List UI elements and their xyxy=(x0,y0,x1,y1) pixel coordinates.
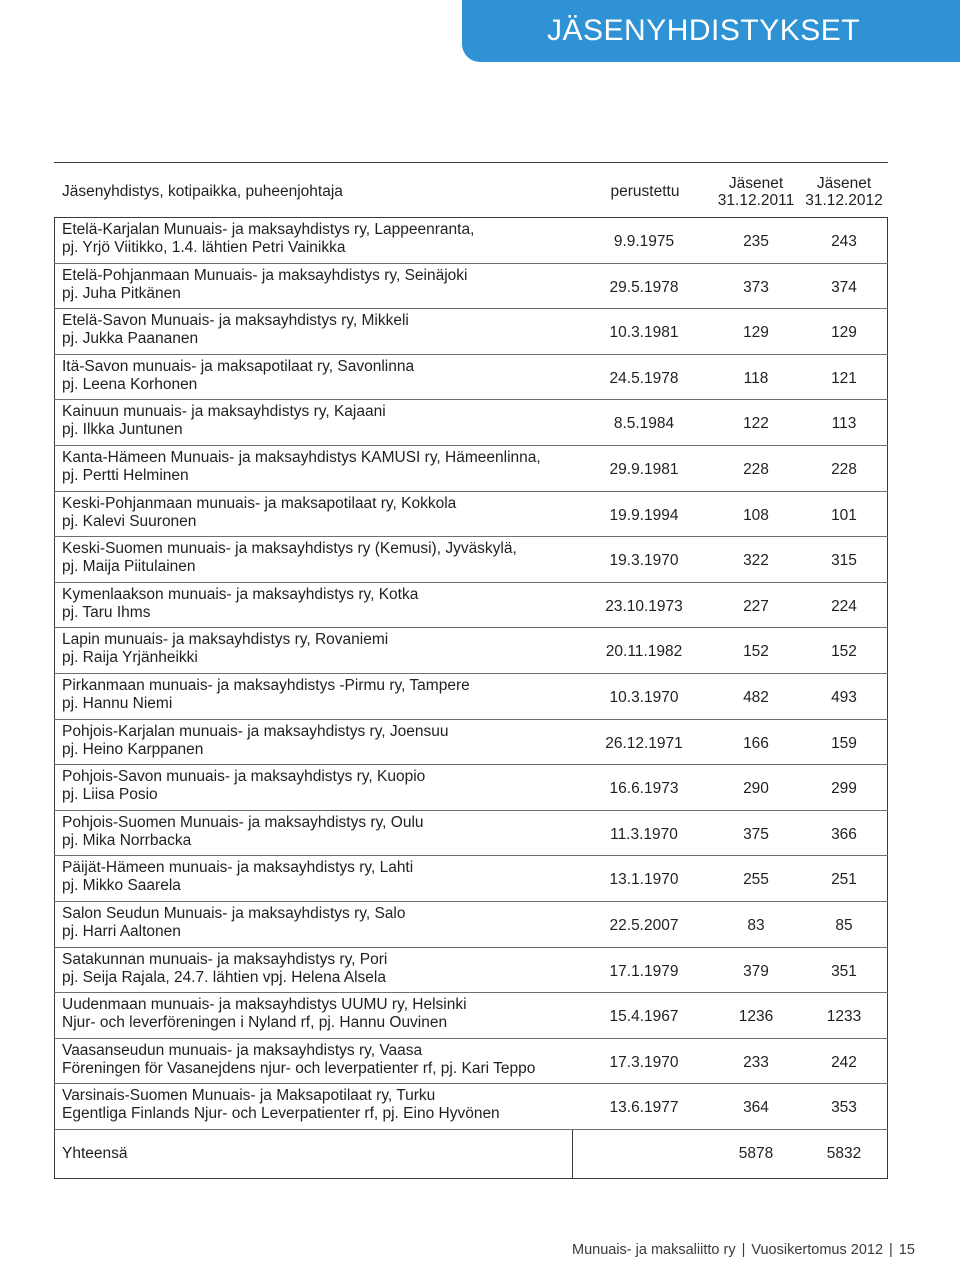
founded-date: 10.3.1981 xyxy=(609,324,679,342)
divider-left xyxy=(54,902,55,947)
association-cell xyxy=(62,905,572,941)
association-cell xyxy=(62,449,572,485)
members-2011: 83 xyxy=(747,916,765,934)
divider-left xyxy=(54,355,55,400)
founded-date: 11.3.1970 xyxy=(610,825,678,843)
total-row xyxy=(54,1130,888,1178)
divider-left xyxy=(54,674,55,719)
association-cell xyxy=(62,814,572,850)
members-2012: 1233 xyxy=(826,1008,862,1026)
table-row xyxy=(54,492,888,538)
divider-left xyxy=(54,583,55,628)
association-chair: pj. Heino Karppanen xyxy=(62,740,204,758)
association-name: Pohjois-Savon munuais- ja maksayhdistys ry, Kuopio xyxy=(62,768,426,786)
members-2012: 251 xyxy=(831,871,857,889)
association-chair: pj. Juha Pitkänen xyxy=(62,284,181,302)
table-row xyxy=(54,446,888,492)
association-name: Pirkanmaan munuais- ja maksayhdistys -Pirmu ry, Tampere xyxy=(62,676,470,694)
association-cell xyxy=(62,631,572,667)
association-cell xyxy=(62,267,572,303)
association-name: Keski-Pohjanmaan munuais- ja maksapotilaat ry, Kokkola xyxy=(62,494,457,512)
table-row xyxy=(54,948,888,994)
divider-left xyxy=(54,446,55,491)
table-row xyxy=(54,400,888,446)
table-row xyxy=(54,628,888,674)
divider-left xyxy=(54,264,55,309)
total-members-2011: 5878 xyxy=(738,1144,774,1162)
members-2011: 129 xyxy=(743,324,769,342)
members-2011: 482 xyxy=(743,688,769,706)
members-2011: 290 xyxy=(743,780,769,798)
association-name: Itä-Savon munuais- ja maksapotilaat ry, Savonlinna xyxy=(62,357,415,375)
association-name: Pohjois-Karjalan munuais- ja maksayhdistys ry, Joensuu xyxy=(62,722,449,740)
association-chair: pj. Mika Norrbacka xyxy=(62,831,192,849)
association-chair: Egentliga Finlands Njur- och Leverpatienter rf, pj. Eino Hyvönen xyxy=(62,1105,500,1123)
table-row xyxy=(54,583,888,629)
founded-date: 17.1.1979 xyxy=(609,962,679,980)
association-cell xyxy=(62,495,572,531)
table-row xyxy=(54,674,888,720)
members-2012: 113 xyxy=(831,415,857,433)
members-2012: 351 xyxy=(831,962,857,980)
association-cell xyxy=(62,312,572,348)
members-2011: 122 xyxy=(743,415,769,433)
association-name: Päijät-Hämeen munuais- ja maksayhdistys ry, Lahti xyxy=(62,859,414,877)
footer-separator: | xyxy=(889,1242,893,1258)
table-header xyxy=(54,163,888,218)
association-cell xyxy=(62,403,572,439)
divider-left xyxy=(54,1039,55,1084)
divider-left xyxy=(54,720,55,765)
association-chair: pj. Taru Ihms xyxy=(62,603,151,621)
founded-date: 19.9.1994 xyxy=(609,506,679,524)
header-members-2012-label: Jäsenet xyxy=(816,175,872,192)
page-footer xyxy=(572,1242,915,1258)
founded-date: 24.5.1978 xyxy=(609,369,679,387)
divider-left xyxy=(54,218,55,263)
divider-mid xyxy=(572,1130,573,1178)
founded-date: 9.9.1975 xyxy=(613,233,675,250)
header-members-2011-label: Jäsenet xyxy=(728,175,784,192)
table-row xyxy=(54,1039,888,1085)
members-2011: 166 xyxy=(743,734,769,752)
footer-publication: Munuais- ja maksaliitto ry xyxy=(572,1242,736,1258)
table-row xyxy=(54,856,888,902)
founded-date: 29.5.1978 xyxy=(609,278,679,296)
divider-left xyxy=(54,1130,55,1178)
association-chair: pj. Pertti Helminen xyxy=(62,466,189,484)
members-2012: 366 xyxy=(831,825,857,843)
association-cell xyxy=(62,358,572,394)
association-cell xyxy=(62,221,572,257)
divider-left xyxy=(54,537,55,582)
header-members-2012-date: 31.12.2012 xyxy=(805,192,883,209)
association-chair: pj. Leena Korhonen xyxy=(62,375,198,393)
members-2012: 228 xyxy=(831,460,857,478)
divider-left xyxy=(54,811,55,856)
members-2011: 152 xyxy=(743,643,769,661)
table-row xyxy=(54,264,888,310)
association-chair: pj. Jukka Paananen xyxy=(62,330,199,348)
divider-left xyxy=(54,492,55,537)
members-2012: 242 xyxy=(831,1053,857,1071)
association-name: Satakunnan munuais- ja maksayhdistys ry, Pori xyxy=(62,950,388,968)
table-row xyxy=(54,309,888,355)
members-2012: 101 xyxy=(831,506,857,524)
members-2011: 322 xyxy=(743,552,769,570)
table-row xyxy=(54,218,888,264)
total-label: Yhteensä xyxy=(62,1144,128,1162)
members-2012: 353 xyxy=(831,1099,857,1117)
founded-date: 17.3.1970 xyxy=(609,1053,679,1071)
founded-date: 13.6.1977 xyxy=(609,1099,679,1117)
association-chair: pj. Ilkka Juntunen xyxy=(62,421,183,439)
founded-date: 20.11.1982 xyxy=(605,643,683,661)
header-members-2011-date: 31.12.2011 xyxy=(717,192,795,209)
divider-left xyxy=(54,948,55,993)
members-2012: 129 xyxy=(831,324,857,342)
founded-date: 10.3.1970 xyxy=(609,688,679,706)
association-chair: pj. Seija Rajala, 24.7. lähtien vpj. Helena Alsela xyxy=(62,968,386,986)
members-2011: 233 xyxy=(743,1053,769,1071)
members-2011: 375 xyxy=(743,825,769,843)
table-row xyxy=(54,811,888,857)
divider-left xyxy=(54,765,55,810)
divider-left xyxy=(54,993,55,1038)
association-chair: Njur- och leverföreningen i Nyland rf, pj. Hannu Ouvinen xyxy=(62,1014,448,1032)
members-2011: 235 xyxy=(743,233,769,250)
table-row xyxy=(54,355,888,401)
members-2012: 152 xyxy=(831,643,857,661)
table-row xyxy=(54,720,888,766)
page-title: JÄSENYHDISTYKSET xyxy=(547,14,861,47)
association-name: Vaasanseudun munuais- ja maksayhdistys ry, Vaasa xyxy=(62,1041,423,1059)
members-2012: 374 xyxy=(831,278,857,296)
members-2012: 159 xyxy=(831,734,857,752)
header-name: Jäsenyhdistys, kotipaikka, puheenjohtaja xyxy=(62,183,343,200)
association-name: Varsinais-Suomen Munuais- ja Maksapotilaat ry, Turku xyxy=(62,1087,436,1105)
table-row xyxy=(54,902,888,948)
members-2012: 315 xyxy=(831,552,857,570)
table-row xyxy=(54,537,888,583)
table-row xyxy=(54,765,888,811)
divider-left xyxy=(54,1084,55,1129)
members-2011: 118 xyxy=(743,369,769,387)
footer-report: Vuosikertomus 2012 xyxy=(751,1242,884,1258)
association-name: Keski-Suomen munuais- ja maksayhdistys ry (Kemusi), Jyväskylä, xyxy=(62,540,517,558)
founded-date: 8.5.1984 xyxy=(613,415,675,433)
association-name: Kanta-Hämeen Munuais- ja maksayhdistys KAMUSI ry, Hämeenlinna, xyxy=(62,448,541,466)
founded-date: 26.12.1971 xyxy=(605,734,683,752)
members-2011: 364 xyxy=(743,1099,769,1117)
founded-date: 16.6.1973 xyxy=(609,780,679,798)
table-row xyxy=(54,993,888,1039)
members-2011: 379 xyxy=(743,962,769,980)
footer-separator: | xyxy=(741,1242,746,1258)
association-cell xyxy=(62,540,572,576)
association-cell xyxy=(62,951,572,987)
association-cell xyxy=(62,859,572,895)
members-2012: 224 xyxy=(831,597,857,615)
members-2012: 243 xyxy=(831,233,857,250)
association-name: Kymenlaakson munuais- ja maksayhdistys ry, Kotka xyxy=(62,585,419,603)
members-2012: 299 xyxy=(831,780,857,798)
association-chair: pj. Kalevi Suuronen xyxy=(62,512,197,530)
founded-date: 22.5.2007 xyxy=(609,916,679,934)
divider-left xyxy=(54,856,55,901)
founded-date: 15.4.1967 xyxy=(609,1008,679,1026)
association-cell xyxy=(62,1087,572,1123)
members-2011: 227 xyxy=(743,597,769,615)
association-name: Lapin munuais- ja maksayhdistys ry, Rovaniemi xyxy=(62,631,389,649)
association-cell xyxy=(62,677,572,713)
footer-page-number: 15 xyxy=(898,1242,915,1258)
members-2011: 373 xyxy=(743,278,769,296)
members-2012: 121 xyxy=(831,369,857,387)
founded-date: 23.10.1973 xyxy=(605,597,683,615)
association-chair: pj. Yrjö Viitikko, 1.4. lähtien Petri Vainikka xyxy=(62,239,346,256)
association-name: Etelä-Pohjanmaan Munuais- ja maksayhdistys ry, Seinäjoki xyxy=(62,266,468,284)
member-associations-table xyxy=(54,162,888,1179)
association-chair: Föreningen för Vasanejdens njur- och leverpatienter rf, pj. Kari Teppo xyxy=(62,1059,536,1077)
association-chair: pj. Liisa Posio xyxy=(62,786,158,804)
members-2011: 108 xyxy=(743,506,769,524)
members-2011: 1236 xyxy=(738,1008,774,1026)
members-2012: 85 xyxy=(835,916,853,934)
association-cell xyxy=(62,1042,572,1078)
association-name: Pohjois-Suomen Munuais- ja maksayhdistys ry, Oulu xyxy=(62,813,424,831)
members-2011: 255 xyxy=(743,871,769,889)
header-founded: perustettu xyxy=(610,183,680,200)
total-members-2012: 5832 xyxy=(826,1144,862,1162)
association-cell xyxy=(62,768,572,804)
association-cell xyxy=(62,996,572,1032)
association-chair: pj. Mikko Saarela xyxy=(62,877,181,895)
association-chair: pj. Hannu Niemi xyxy=(62,694,173,712)
association-chair: pj. Raija Yrjänheikki xyxy=(62,649,198,667)
table-row xyxy=(54,1084,888,1130)
association-name: Uudenmaan munuais- ja maksayhdistys UUMU ry, Helsinki xyxy=(62,996,467,1014)
association-cell xyxy=(62,723,572,759)
founded-date: 13.1.1970 xyxy=(609,871,679,889)
founded-date: 29.9.1981 xyxy=(609,460,679,478)
association-chair: pj. Harri Aaltonen xyxy=(62,922,181,940)
association-name: Etelä-Karjalan Munuais- ja maksayhdistys ry, Lappeenranta, xyxy=(62,221,475,238)
members-2011: 228 xyxy=(743,460,769,478)
founded-date: 19.3.1970 xyxy=(609,552,679,570)
association-chair: pj. Maija Piitulainen xyxy=(62,558,196,576)
association-cell xyxy=(62,586,572,622)
association-name: Kainuun munuais- ja maksayhdistys ry, Kajaani xyxy=(62,403,386,421)
divider-left xyxy=(54,309,55,354)
members-2012: 493 xyxy=(831,688,857,706)
association-name: Salon Seudun Munuais- ja maksayhdistys ry, Salo xyxy=(62,904,406,922)
divider-left xyxy=(54,628,55,673)
divider-left xyxy=(54,400,55,445)
association-name: Etelä-Savon Munuais- ja maksayhdistys ry, Mikkeli xyxy=(62,312,409,330)
table-body xyxy=(54,218,888,1130)
